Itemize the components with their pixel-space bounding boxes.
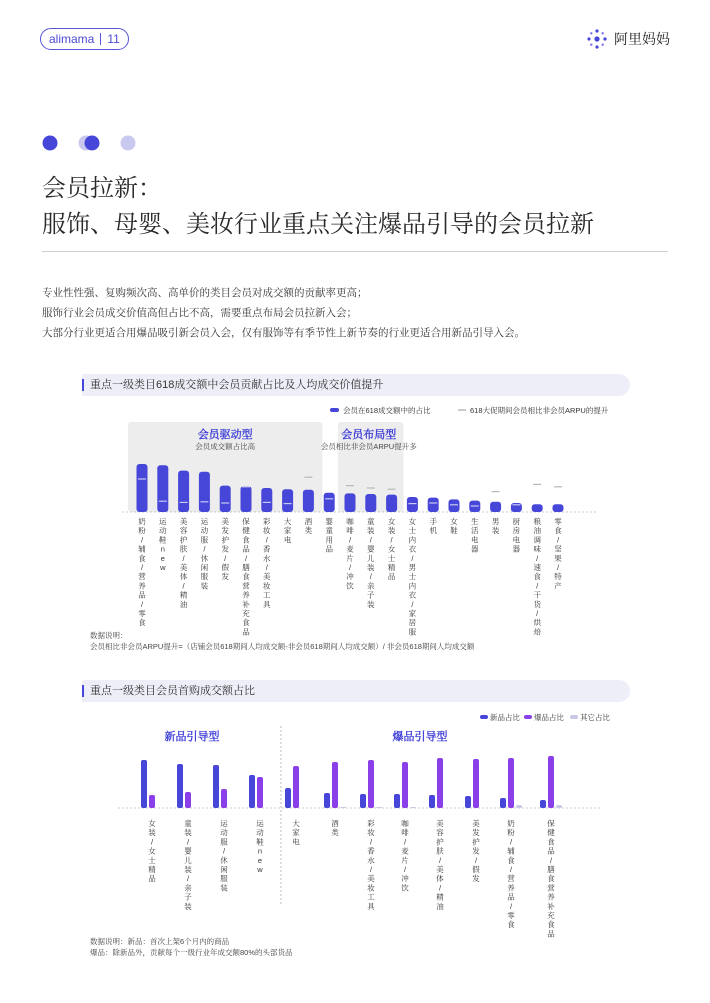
bar-new-share bbox=[429, 795, 435, 808]
category-label: 厨房电器 bbox=[512, 517, 521, 554]
bar-hot-share bbox=[185, 792, 191, 808]
chart1-note-line: 会员相比非会员ARPU提升=（店铺会员618期间人均成交额-非会员618期间人均成交额）/ 非会员618期间人均成交额 bbox=[90, 642, 475, 651]
bar-hot-share bbox=[221, 789, 227, 808]
category-label: 童装/婴儿装/亲子装 bbox=[367, 517, 375, 609]
bar-other-share bbox=[376, 807, 382, 808]
category-label: 咖啡/麦片/冲饮 bbox=[346, 517, 354, 591]
bar-member-share bbox=[490, 502, 501, 512]
bar-other-share bbox=[410, 807, 416, 808]
category-label: 美发护发/假发 bbox=[221, 517, 229, 582]
chart1-note bbox=[90, 630, 474, 652]
category-label: 彩妆/香水/美妆工具 bbox=[367, 819, 375, 911]
bar-new-share bbox=[540, 800, 546, 808]
bar-member-share bbox=[157, 465, 168, 512]
bar-member-share bbox=[532, 504, 543, 512]
bar-hot-share bbox=[402, 762, 408, 808]
bar-member-share bbox=[428, 498, 439, 512]
brand-logo bbox=[586, 28, 670, 50]
bar-hot-share bbox=[437, 758, 443, 808]
description-line: 大部分行业更适合用爆品吸引新会员入会，仅有服饰等有季节性上新节奏的行业更适合用新品引导入会。 bbox=[42, 327, 525, 339]
chart2-title: 重点一级类目会员首购成交额占比 bbox=[82, 680, 630, 702]
legend-label: 618大促期间会员相比非会员ARPU的提升 bbox=[470, 406, 609, 415]
bar-member-share bbox=[303, 490, 314, 512]
page-title-line1: 会员拉新： bbox=[42, 175, 162, 202]
category-label: 美容护肤/美体/精油 bbox=[436, 819, 444, 911]
legend-label: 其它占比 bbox=[580, 713, 610, 722]
page-title-line2: 服饰、母婴、美妆行业重点关注爆品引导的会员拉新 bbox=[42, 211, 594, 238]
group-subtitle: 会员成交额占比高 bbox=[195, 442, 256, 451]
bar-member-share bbox=[386, 495, 397, 512]
description-line: 服饰行业会员成交价值高但占比不高，需要重点布局会员拉新入会； bbox=[42, 307, 357, 319]
decorative-dots bbox=[42, 134, 142, 154]
bar-new-share bbox=[465, 796, 471, 808]
pill-divider bbox=[100, 33, 101, 45]
bar-member-share bbox=[199, 472, 210, 512]
bar-hot-share bbox=[508, 758, 514, 808]
chart2-note-line: 数据说明：新品：首次上架6个月内的商品 bbox=[90, 937, 230, 946]
group-title: 会员布局型 bbox=[341, 429, 397, 441]
bar-hot-share bbox=[332, 762, 338, 808]
category-label: 咖啡/麦片/冲饮 bbox=[401, 819, 409, 893]
chart1-note-line: 数据说明： bbox=[90, 631, 128, 640]
bar-member-share bbox=[345, 493, 356, 512]
bar-hot-share bbox=[548, 756, 554, 808]
category-label: 酒类 bbox=[331, 819, 339, 838]
page-number: 11 bbox=[107, 32, 120, 46]
legend-swatch-hot bbox=[524, 715, 532, 719]
bar-other-share bbox=[556, 805, 562, 808]
bar-member-share bbox=[365, 494, 376, 512]
brand-name: 阿里妈妈 bbox=[614, 31, 670, 47]
logo-text: alimama bbox=[49, 32, 95, 46]
chart1-title: 重点一级类目618成交额中会员贡献占比及人均成交价值提升 bbox=[82, 374, 630, 396]
bar-new-share bbox=[360, 794, 366, 808]
bar-hot-share bbox=[149, 795, 155, 808]
bar-new-share bbox=[249, 775, 255, 808]
bar-member-share bbox=[220, 486, 231, 512]
bar-member-share bbox=[137, 464, 148, 512]
category-label: 保健食品/膳食营养补充食品 bbox=[242, 517, 250, 637]
bar-new-share bbox=[394, 794, 400, 808]
bar-new-share bbox=[285, 788, 291, 808]
category-label: 美发护发/假发 bbox=[472, 819, 480, 884]
bar-member-share bbox=[282, 489, 293, 512]
legend-swatch-new bbox=[480, 715, 488, 719]
category-label: 婴童用品 bbox=[325, 517, 333, 554]
category-label: 美容护肤/美体/精油 bbox=[179, 517, 188, 609]
category-label: 运动服/休闲服装 bbox=[220, 819, 228, 893]
category-label: 运动鞋 n e w bbox=[159, 517, 167, 572]
category-label: 粮油调味/速食/干货/烘焙 bbox=[533, 517, 541, 637]
bar-hot-share bbox=[473, 759, 479, 808]
category-label: 奶粉/辅食/营养品/零食 bbox=[507, 819, 515, 930]
category-label: 零食/坚果/特产 bbox=[554, 517, 562, 591]
chart2-note bbox=[90, 936, 293, 958]
alimama-logo-icon bbox=[586, 28, 608, 50]
bar-new-share bbox=[500, 798, 506, 808]
group-title: 爆品引导型 bbox=[392, 731, 448, 743]
bar-member-share bbox=[553, 504, 564, 512]
legend-swatch-member-share bbox=[330, 408, 339, 412]
category-label: 手机 bbox=[429, 517, 437, 536]
bar-member-share bbox=[261, 488, 272, 512]
category-label: 女装/女士精品 bbox=[148, 819, 156, 884]
group-title: 新品引导型 bbox=[164, 731, 220, 743]
bar-new-share bbox=[324, 793, 330, 808]
legend-label: 新品占比 bbox=[490, 713, 520, 722]
bar-member-share bbox=[324, 493, 335, 512]
bar-member-share bbox=[241, 486, 252, 512]
legend-label: 爆品占比 bbox=[534, 713, 564, 722]
bar-member-share bbox=[178, 471, 189, 512]
legend-label: 会员在618成交额中的占比 bbox=[343, 406, 431, 415]
category-label: 女装/女士精品 bbox=[387, 517, 396, 582]
category-label: 女士内衣/男士内衣/家居服 bbox=[408, 517, 417, 637]
bar-hot-share bbox=[257, 777, 263, 808]
bar-hot-share bbox=[293, 766, 299, 808]
legend-swatch-other bbox=[570, 715, 578, 719]
category-label: 保健食品/膳食营养补充食品 bbox=[547, 819, 555, 939]
chart2-canvas bbox=[82, 706, 630, 939]
bar-new-share bbox=[141, 760, 147, 808]
category-label: 男装 bbox=[491, 517, 500, 536]
category-label: 酒类 bbox=[304, 517, 313, 536]
alimama-page-pill bbox=[40, 28, 129, 50]
category-label: 运动服/休闲服装 bbox=[200, 517, 209, 591]
category-label: 大家电 bbox=[283, 517, 292, 545]
category-label: 运动鞋 n e w bbox=[256, 819, 264, 874]
title-divider bbox=[42, 251, 668, 252]
bar-member-share bbox=[449, 499, 460, 512]
category-label: 女鞋 bbox=[450, 517, 458, 536]
bar-new-share bbox=[213, 765, 219, 808]
category-label: 大家电 bbox=[292, 819, 300, 847]
chart2-note-line: 爆品：除新品外，贡献每个一级行业年成交额80%的头部货品 bbox=[90, 948, 293, 957]
category-label: 彩妆/香水/美妆工具 bbox=[263, 517, 271, 609]
bar-new-share bbox=[177, 764, 183, 808]
bar-hot-share bbox=[368, 760, 374, 808]
category-label: 童装/婴儿装/亲子装 bbox=[184, 819, 192, 911]
category-label: 奶粉/辅食/营养品/零食 bbox=[138, 517, 146, 628]
bar-other-share bbox=[516, 805, 522, 808]
category-label: 生活电器 bbox=[471, 517, 479, 554]
bar-other-share bbox=[340, 807, 346, 808]
description-line: 专业性性强、复购频次高、高单价的类目会员对成交额的贡献率更高； bbox=[42, 287, 368, 299]
group-subtitle: 会员相比非会员ARPU提升多 bbox=[320, 442, 417, 451]
bar-member-share bbox=[407, 497, 418, 512]
group-title: 会员驱动型 bbox=[197, 429, 253, 441]
